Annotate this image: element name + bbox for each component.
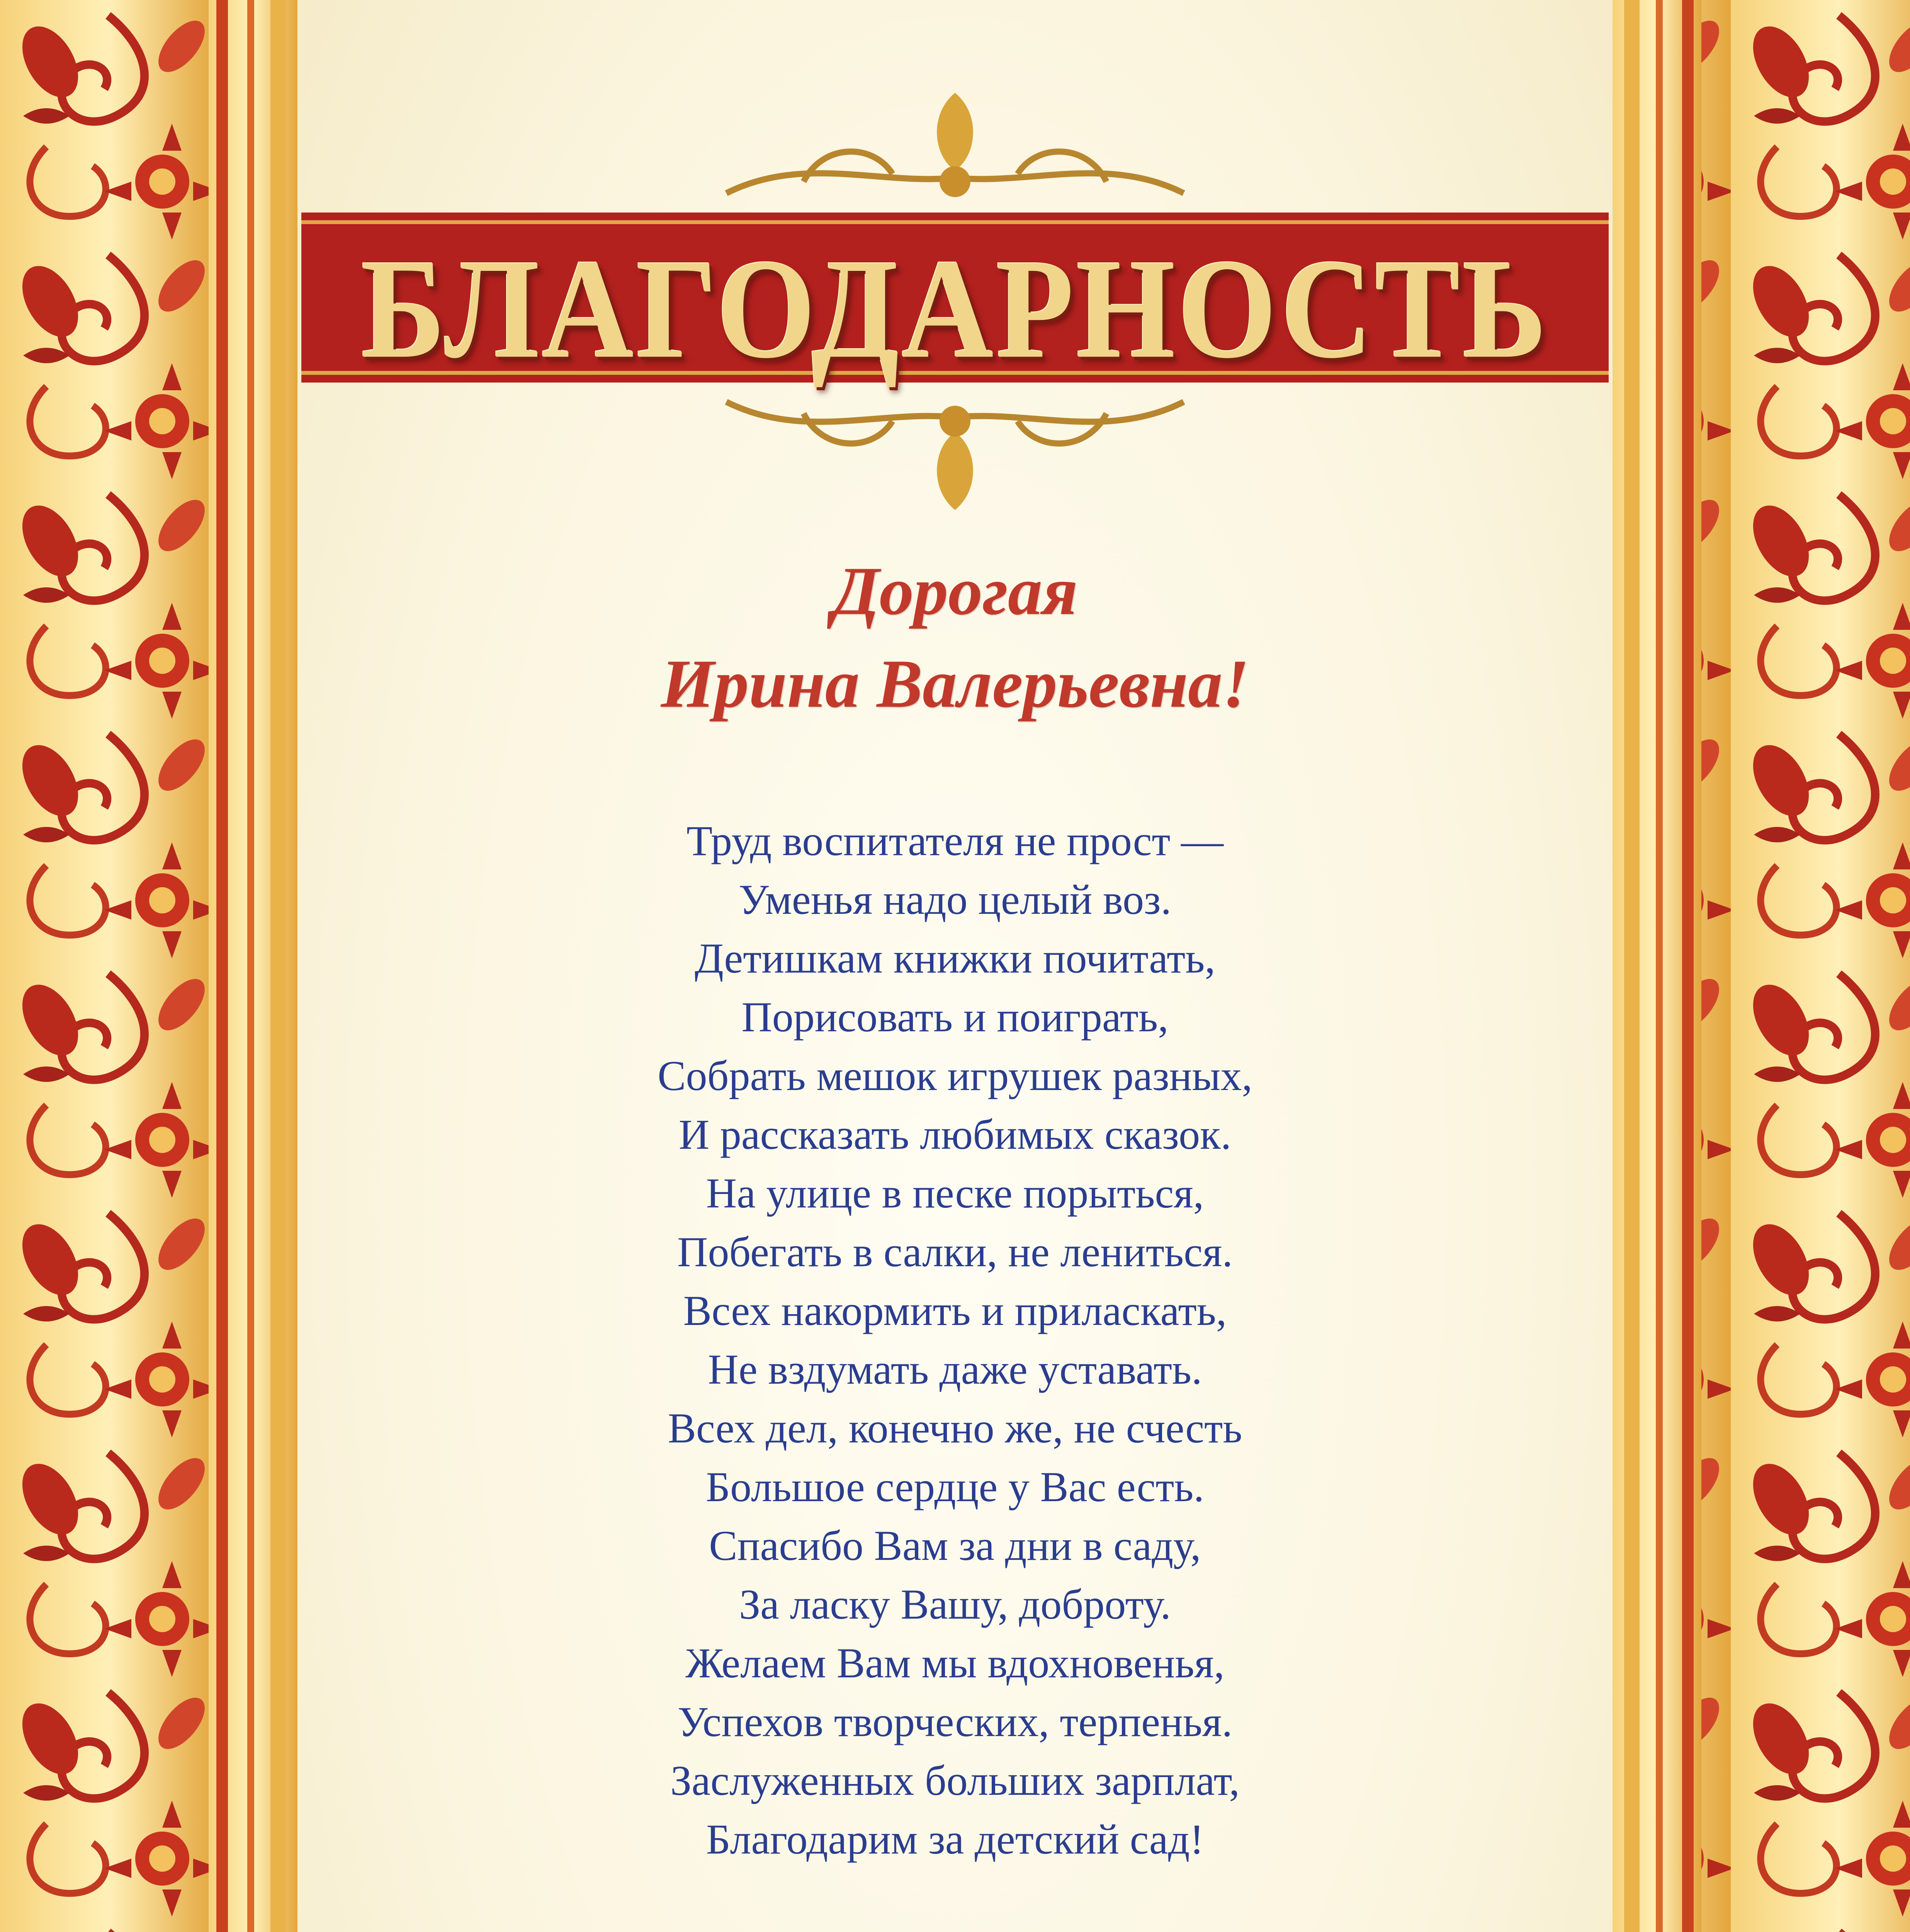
poem-line: Заслуженных больших зарплат, — [670, 1757, 1240, 1804]
addressee-line-2: Ирина Валерьевна! — [661, 645, 1249, 722]
poem-line: Всех дел, конечно же, не счесть — [668, 1405, 1242, 1452]
heading-container — [0, 228, 1910, 390]
poem-line: За ласку Вашу, доброту. — [739, 1581, 1171, 1628]
poem-line: Уменья надо целый воз. — [739, 876, 1171, 923]
addressee-line-1: Дорогая — [832, 553, 1078, 629]
poem-line: Собрать мешок игрушек разных, — [658, 1052, 1252, 1099]
page-title: БЛАГОДАРНОСТЬ — [361, 230, 1549, 388]
poem-line: Всех накормить и приласкать, — [683, 1287, 1227, 1334]
poem-line: Детишкам книжки почитать, — [695, 935, 1215, 982]
poem-line: Желаем Вам мы вдохновенья, — [685, 1639, 1225, 1687]
poem-line: Порисовать и поиграть, — [741, 993, 1169, 1041]
poem-line: И рассказать любимых сказок. — [678, 1111, 1232, 1158]
poem-body — [0, 811, 1910, 1869]
poem-line: Большое сердце у Вас есть. — [706, 1463, 1204, 1510]
poem-line: Труд воспитателя не прост — — [686, 817, 1224, 864]
poem-line: Благодарим за детский сад! — [706, 1816, 1204, 1863]
poem-line: На улице в песке порыться, — [706, 1170, 1204, 1217]
poem-line: Спасибо Вам за дни в саду, — [709, 1522, 1201, 1569]
poem-line: Не вздумать даже уставать. — [708, 1346, 1202, 1393]
poem-line: Побегать в салки, не лениться. — [677, 1228, 1233, 1276]
poem-line: Успехов творческих, терпенья. — [677, 1698, 1233, 1745]
